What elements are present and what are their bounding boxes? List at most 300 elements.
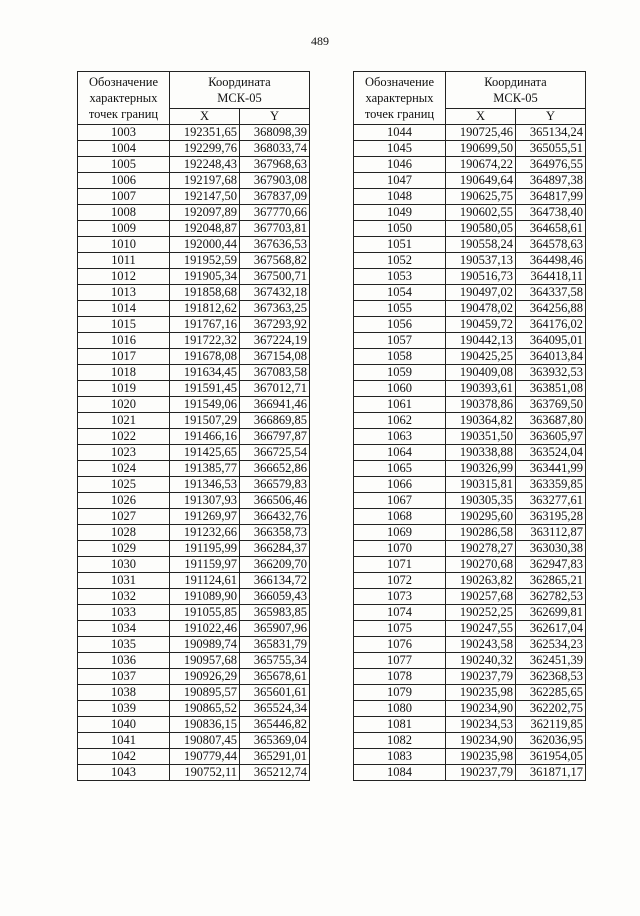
y-coordinate-cell: 367770,66: [240, 205, 310, 221]
point-id-cell: 1019: [78, 381, 170, 397]
point-id-cell: 1020: [78, 397, 170, 413]
x-coordinate-cell: 191858,68: [170, 285, 240, 301]
point-id-cell: 1051: [354, 237, 446, 253]
x-coordinate-cell: 191507,29: [170, 413, 240, 429]
x-coordinate-cell: 190425,25: [446, 349, 516, 365]
y-coordinate-cell: 364578,63: [516, 237, 586, 253]
point-id-cell: 1080: [354, 701, 446, 717]
y-coordinate-cell: 365055,51: [516, 141, 586, 157]
y-coordinate-cell: 365524,34: [240, 701, 310, 717]
y-coordinate-cell: 367083,58: [240, 365, 310, 381]
point-id-cell: 1081: [354, 717, 446, 733]
x-coordinate-cell: 190649,64: [446, 173, 516, 189]
x-coordinate-cell: 192147,50: [170, 189, 240, 205]
y-coordinate-cell: 367012,71: [240, 381, 310, 397]
header-label-line: Обозначение: [88, 75, 159, 89]
point-id-cell: 1017: [78, 349, 170, 365]
point-id-cell: 1040: [78, 717, 170, 733]
table-row: [354, 445, 586, 461]
x-coordinate-cell: 190278,27: [446, 541, 516, 557]
table-row: [354, 253, 586, 269]
header-x: X: [170, 109, 240, 125]
y-coordinate-cell: 364337,58: [516, 285, 586, 301]
table-row: [78, 733, 310, 749]
point-id-cell: 1064: [354, 445, 446, 461]
coordinates-table-right: [353, 71, 586, 781]
table-row: [354, 509, 586, 525]
table-row: [354, 669, 586, 685]
point-id-cell: 1036: [78, 653, 170, 669]
y-coordinate-cell: 364095,01: [516, 333, 586, 349]
y-coordinate-cell: 364418,11: [516, 269, 586, 285]
x-coordinate-cell: 191591,45: [170, 381, 240, 397]
x-coordinate-cell: 190315,81: [446, 477, 516, 493]
y-coordinate-cell: 363769,50: [516, 397, 586, 413]
y-coordinate-cell: 365678,61: [240, 669, 310, 685]
point-id-cell: 1004: [78, 141, 170, 157]
y-coordinate-cell: 367500,71: [240, 269, 310, 285]
y-coordinate-cell: 366579,83: [240, 477, 310, 493]
table-row: [354, 237, 586, 253]
x-coordinate-cell: 192048,87: [170, 221, 240, 237]
table-row: [78, 701, 310, 717]
x-coordinate-cell: 190286,58: [446, 525, 516, 541]
x-coordinate-cell: 190234,90: [446, 733, 516, 749]
x-coordinate-cell: 190393,61: [446, 381, 516, 397]
point-id-cell: 1007: [78, 189, 170, 205]
x-coordinate-cell: 190957,68: [170, 653, 240, 669]
y-coordinate-cell: 362451,39: [516, 653, 586, 669]
y-coordinate-cell: 367837,09: [240, 189, 310, 205]
x-coordinate-cell: 190865,52: [170, 701, 240, 717]
x-coordinate-cell: 190459,72: [446, 317, 516, 333]
table-row: [78, 317, 310, 333]
point-id-cell: 1062: [354, 413, 446, 429]
header-coord-line: Координата: [208, 75, 271, 89]
point-id-cell: 1056: [354, 317, 446, 333]
point-id-cell: 1061: [354, 397, 446, 413]
point-id-cell: 1006: [78, 173, 170, 189]
point-id-cell: 1060: [354, 381, 446, 397]
y-coordinate-cell: 362865,21: [516, 573, 586, 589]
x-coordinate-cell: 190240,32: [446, 653, 516, 669]
point-id-cell: 1045: [354, 141, 446, 157]
table-row: [354, 589, 586, 605]
y-coordinate-cell: 367154,08: [240, 349, 310, 365]
y-coordinate-cell: 365601,61: [240, 685, 310, 701]
x-coordinate-cell: 190478,02: [446, 301, 516, 317]
y-coordinate-cell: 367703,81: [240, 221, 310, 237]
table-row: [354, 285, 586, 301]
x-coordinate-cell: 192248,43: [170, 157, 240, 173]
x-coordinate-cell: 190779,44: [170, 749, 240, 765]
point-id-cell: 1041: [78, 733, 170, 749]
table-row: [78, 605, 310, 621]
point-id-cell: 1057: [354, 333, 446, 349]
table-row: [354, 653, 586, 669]
y-coordinate-cell: 367224,19: [240, 333, 310, 349]
x-coordinate-cell: 190558,24: [446, 237, 516, 253]
point-id-cell: 1038: [78, 685, 170, 701]
y-coordinate-cell: 364176,02: [516, 317, 586, 333]
table-row: [78, 525, 310, 541]
x-coordinate-cell: 190674,22: [446, 157, 516, 173]
point-id-cell: 1052: [354, 253, 446, 269]
header-coord-line: Координата: [484, 75, 547, 89]
y-coordinate-cell: 366358,73: [240, 525, 310, 541]
point-id-cell: 1053: [354, 269, 446, 285]
x-coordinate-cell: 192351,65: [170, 125, 240, 141]
table-row: [78, 125, 310, 141]
header-label-line: характерных: [89, 91, 158, 105]
y-coordinate-cell: 364897,38: [516, 173, 586, 189]
table-row: [78, 397, 310, 413]
y-coordinate-cell: 363932,53: [516, 365, 586, 381]
x-coordinate-cell: 191952,59: [170, 253, 240, 269]
table-row: [354, 637, 586, 653]
table-row: [78, 365, 310, 381]
point-id-cell: 1028: [78, 525, 170, 541]
point-id-cell: 1034: [78, 621, 170, 637]
x-coordinate-cell: 191812,62: [170, 301, 240, 317]
table-row: [354, 717, 586, 733]
table-row: [78, 237, 310, 253]
y-coordinate-cell: 363277,61: [516, 493, 586, 509]
table-row: [78, 141, 310, 157]
y-coordinate-cell: 362202,75: [516, 701, 586, 717]
point-id-cell: 1003: [78, 125, 170, 141]
y-coordinate-cell: 367968,63: [240, 157, 310, 173]
table-row: [78, 653, 310, 669]
y-coordinate-cell: 367363,25: [240, 301, 310, 317]
point-id-cell: 1046: [354, 157, 446, 173]
point-id-cell: 1071: [354, 557, 446, 573]
y-coordinate-cell: 365212,74: [240, 765, 310, 781]
x-coordinate-cell: 191159,97: [170, 557, 240, 573]
x-coordinate-cell: 191089,90: [170, 589, 240, 605]
x-coordinate-cell: 190442,13: [446, 333, 516, 349]
y-coordinate-cell: 363851,08: [516, 381, 586, 397]
y-coordinate-cell: 363687,80: [516, 413, 586, 429]
point-id-cell: 1013: [78, 285, 170, 301]
x-coordinate-cell: 190989,74: [170, 637, 240, 653]
coordinates-table-left: [77, 71, 310, 781]
table-row: [354, 173, 586, 189]
x-coordinate-cell: 191195,99: [170, 541, 240, 557]
point-id-cell: 1059: [354, 365, 446, 381]
y-coordinate-cell: 364658,61: [516, 221, 586, 237]
y-coordinate-cell: 364738,40: [516, 205, 586, 221]
y-coordinate-cell: 366652,86: [240, 461, 310, 477]
point-id-cell: 1048: [354, 189, 446, 205]
header-y: Y: [516, 109, 586, 125]
table-row: [78, 349, 310, 365]
table-row: [354, 333, 586, 349]
x-coordinate-cell: 190243,58: [446, 637, 516, 653]
y-coordinate-cell: 362947,83: [516, 557, 586, 573]
point-id-cell: 1076: [354, 637, 446, 653]
x-coordinate-cell: 190237,79: [446, 669, 516, 685]
y-coordinate-cell: 366506,46: [240, 493, 310, 509]
point-id-cell: 1068: [354, 509, 446, 525]
x-coordinate-cell: 191022,46: [170, 621, 240, 637]
table-row: [78, 749, 310, 765]
y-coordinate-cell: 366869,85: [240, 413, 310, 429]
y-coordinate-cell: 365755,34: [240, 653, 310, 669]
y-coordinate-cell: 367903,08: [240, 173, 310, 189]
x-coordinate-cell: 190602,55: [446, 205, 516, 221]
table-row: [354, 413, 586, 429]
table-row: [78, 253, 310, 269]
y-coordinate-cell: 367293,92: [240, 317, 310, 333]
header-label-line: точек границ: [88, 107, 159, 121]
table-row: [354, 317, 586, 333]
table-row: [78, 541, 310, 557]
point-id-cell: 1031: [78, 573, 170, 589]
header-x: X: [446, 109, 516, 125]
header-coordinate-title: [170, 72, 310, 109]
point-id-cell: 1044: [354, 125, 446, 141]
y-coordinate-cell: 362368,53: [516, 669, 586, 685]
y-coordinate-cell: 364817,99: [516, 189, 586, 205]
table-body: [78, 125, 310, 781]
table-row: [354, 157, 586, 173]
table-row: [354, 621, 586, 637]
y-coordinate-cell: 362699,81: [516, 605, 586, 621]
point-id-cell: 1058: [354, 349, 446, 365]
point-id-cell: 1070: [354, 541, 446, 557]
point-id-cell: 1016: [78, 333, 170, 349]
x-coordinate-cell: 191678,08: [170, 349, 240, 365]
point-id-cell: 1050: [354, 221, 446, 237]
y-coordinate-cell: 366797,87: [240, 429, 310, 445]
y-coordinate-cell: 367432,18: [240, 285, 310, 301]
y-coordinate-cell: 368033,74: [240, 141, 310, 157]
table-row: [78, 157, 310, 173]
table-row: [78, 589, 310, 605]
table-row: [354, 685, 586, 701]
table-row: [78, 717, 310, 733]
table-row: [354, 349, 586, 365]
x-coordinate-cell: 191634,45: [170, 365, 240, 381]
y-coordinate-cell: 363359,85: [516, 477, 586, 493]
y-coordinate-cell: 362534,23: [516, 637, 586, 653]
point-id-cell: 1009: [78, 221, 170, 237]
x-coordinate-cell: 192097,89: [170, 205, 240, 221]
x-coordinate-cell: 190699,50: [446, 141, 516, 157]
y-coordinate-cell: 362119,85: [516, 717, 586, 733]
y-coordinate-cell: 361954,05: [516, 749, 586, 765]
point-id-cell: 1043: [78, 765, 170, 781]
y-coordinate-cell: 366725,54: [240, 445, 310, 461]
table-row: [78, 189, 310, 205]
point-id-cell: 1072: [354, 573, 446, 589]
page-number: 489: [311, 34, 329, 48]
point-id-cell: 1025: [78, 477, 170, 493]
x-coordinate-cell: 190926,29: [170, 669, 240, 685]
header-coord-line: МСК-05: [493, 91, 538, 105]
header-point-label: [354, 72, 446, 125]
table-row: [354, 573, 586, 589]
table-row: [354, 749, 586, 765]
table-row: [78, 477, 310, 493]
table-row: [354, 493, 586, 509]
table-row: [354, 701, 586, 717]
x-coordinate-cell: 190252,25: [446, 605, 516, 621]
table-row: [78, 221, 310, 237]
y-coordinate-cell: 366432,76: [240, 509, 310, 525]
y-coordinate-cell: 366134,72: [240, 573, 310, 589]
point-id-cell: 1035: [78, 637, 170, 653]
x-coordinate-cell: 191425,65: [170, 445, 240, 461]
x-coordinate-cell: 190580,05: [446, 221, 516, 237]
y-coordinate-cell: 365907,96: [240, 621, 310, 637]
x-coordinate-cell: 191385,77: [170, 461, 240, 477]
header-label-line: Обозначение: [364, 75, 435, 89]
point-id-cell: 1063: [354, 429, 446, 445]
point-id-cell: 1077: [354, 653, 446, 669]
table-row: [78, 621, 310, 637]
table-row: [78, 573, 310, 589]
header-label-line: характерных: [365, 91, 434, 105]
table-row: [78, 301, 310, 317]
point-id-cell: 1065: [354, 461, 446, 477]
y-coordinate-cell: 362285,65: [516, 685, 586, 701]
table-row: [354, 365, 586, 381]
header-coordinate-title: [446, 72, 586, 109]
point-id-cell: 1073: [354, 589, 446, 605]
table-row: [78, 637, 310, 653]
point-id-cell: 1023: [78, 445, 170, 461]
x-coordinate-cell: 191346,53: [170, 477, 240, 493]
point-id-cell: 1030: [78, 557, 170, 573]
table-row: [78, 269, 310, 285]
x-coordinate-cell: 190537,13: [446, 253, 516, 269]
y-coordinate-cell: 365134,24: [516, 125, 586, 141]
y-coordinate-cell: 362782,53: [516, 589, 586, 605]
y-coordinate-cell: 363030,38: [516, 541, 586, 557]
table-row: [354, 397, 586, 413]
x-coordinate-cell: 190497,02: [446, 285, 516, 301]
header-coord-line: МСК-05: [217, 91, 262, 105]
table-body: [354, 125, 586, 781]
table-row: [78, 509, 310, 525]
point-id-cell: 1055: [354, 301, 446, 317]
y-coordinate-cell: 365291,01: [240, 749, 310, 765]
y-coordinate-cell: 365369,04: [240, 733, 310, 749]
y-coordinate-cell: 362036,95: [516, 733, 586, 749]
point-id-cell: 1039: [78, 701, 170, 717]
y-coordinate-cell: 363195,28: [516, 509, 586, 525]
x-coordinate-cell: 191269,97: [170, 509, 240, 525]
x-coordinate-cell: 190409,08: [446, 365, 516, 381]
point-id-cell: 1037: [78, 669, 170, 685]
x-coordinate-cell: 190351,50: [446, 429, 516, 445]
point-id-cell: 1022: [78, 429, 170, 445]
point-id-cell: 1026: [78, 493, 170, 509]
point-id-cell: 1011: [78, 253, 170, 269]
header-y: Y: [240, 109, 310, 125]
point-id-cell: 1054: [354, 285, 446, 301]
x-coordinate-cell: 190234,53: [446, 717, 516, 733]
x-coordinate-cell: 190836,15: [170, 717, 240, 733]
point-id-cell: 1066: [354, 477, 446, 493]
x-coordinate-cell: 190295,60: [446, 509, 516, 525]
x-coordinate-cell: 191232,66: [170, 525, 240, 541]
x-coordinate-cell: 190237,79: [446, 765, 516, 781]
point-id-cell: 1069: [354, 525, 446, 541]
table-row: [78, 285, 310, 301]
table-row: [354, 733, 586, 749]
table-row: [78, 765, 310, 781]
y-coordinate-cell: 366059,43: [240, 589, 310, 605]
header-label-line: точек границ: [364, 107, 435, 121]
table-row: [78, 173, 310, 189]
point-id-cell: 1079: [354, 685, 446, 701]
table-row: [78, 669, 310, 685]
table-row: [78, 557, 310, 573]
table-row: [78, 429, 310, 445]
table-row: [78, 333, 310, 349]
x-coordinate-cell: 190234,90: [446, 701, 516, 717]
y-coordinate-cell: 363441,99: [516, 461, 586, 477]
table-row: [354, 269, 586, 285]
table-row: [354, 605, 586, 621]
point-id-cell: 1008: [78, 205, 170, 221]
x-coordinate-cell: 190270,68: [446, 557, 516, 573]
x-coordinate-cell: 190338,88: [446, 445, 516, 461]
table-row: [78, 445, 310, 461]
x-coordinate-cell: 190257,68: [446, 589, 516, 605]
point-id-cell: 1082: [354, 733, 446, 749]
x-coordinate-cell: 191124,61: [170, 573, 240, 589]
y-coordinate-cell: 366284,37: [240, 541, 310, 557]
header-point-label: [78, 72, 170, 125]
point-id-cell: 1012: [78, 269, 170, 285]
x-coordinate-cell: 191905,34: [170, 269, 240, 285]
table-row: [78, 461, 310, 477]
point-id-cell: 1015: [78, 317, 170, 333]
table-row: [354, 477, 586, 493]
point-id-cell: 1074: [354, 605, 446, 621]
y-coordinate-cell: 363524,04: [516, 445, 586, 461]
y-coordinate-cell: 367636,53: [240, 237, 310, 253]
y-coordinate-cell: 364498,46: [516, 253, 586, 269]
x-coordinate-cell: 191549,06: [170, 397, 240, 413]
table-row: [354, 525, 586, 541]
x-coordinate-cell: 192000,44: [170, 237, 240, 253]
y-coordinate-cell: 363112,87: [516, 525, 586, 541]
y-coordinate-cell: 365446,82: [240, 717, 310, 733]
x-coordinate-cell: 190326,99: [446, 461, 516, 477]
point-id-cell: 1010: [78, 237, 170, 253]
x-coordinate-cell: 190364,82: [446, 413, 516, 429]
table-row: [354, 125, 586, 141]
x-coordinate-cell: 190263,82: [446, 573, 516, 589]
x-coordinate-cell: 190752,11: [170, 765, 240, 781]
x-coordinate-cell: 191466,16: [170, 429, 240, 445]
point-id-cell: 1042: [78, 749, 170, 765]
table-row: [354, 557, 586, 573]
table-row: [78, 493, 310, 509]
point-id-cell: 1067: [354, 493, 446, 509]
point-id-cell: 1078: [354, 669, 446, 685]
table-row: [354, 429, 586, 445]
point-id-cell: 1018: [78, 365, 170, 381]
y-coordinate-cell: 364976,55: [516, 157, 586, 173]
x-coordinate-cell: 192197,68: [170, 173, 240, 189]
table-row: [354, 301, 586, 317]
